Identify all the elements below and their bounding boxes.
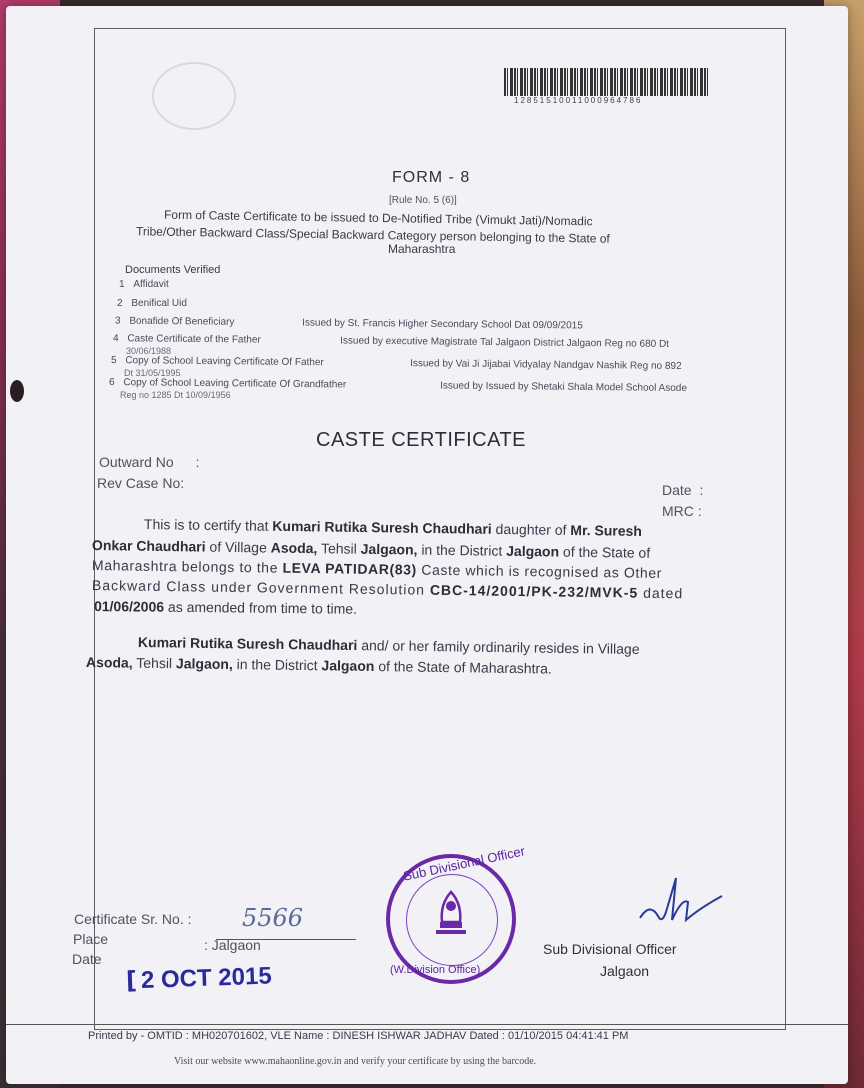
heading-line-2: Tribe/Other Backward Class/Special Backward Category person belonging to the State of: [135, 224, 610, 246]
doc-item-1: [119, 279, 169, 290]
place-value: : Jalgaon: [204, 937, 261, 953]
text: of Village: [209, 538, 267, 556]
resolution-date: 01/06/2006: [93, 598, 165, 615]
text: in the District: [236, 656, 318, 674]
doc-4-date: 30/06/1988: [126, 346, 172, 356]
rev-case-text: Rev Case No: [97, 475, 181, 491]
tehsil: Jalgaon,: [360, 540, 418, 558]
certificate-sr-value: 5566: [242, 904, 304, 932]
doc-issued: Issued by Vai Ji Jijabai Vidyalay Nandgav Nashik Reg no 892: [410, 358, 682, 372]
certificate-paper: [6, 6, 848, 1084]
doc-num: 1: [119, 279, 125, 290]
date-label-text: Date: [662, 482, 692, 498]
issue-date-stamp: [ 2 OCT 2015: [125, 962, 273, 995]
documents-verified-title: Documents Verified: [125, 264, 221, 276]
signatory-title: Sub Divisional Officer: [543, 941, 677, 957]
doc-num: 5: [110, 355, 117, 367]
colon: :: [180, 475, 185, 491]
applicant-name: Kumari Rutika Suresh Chaudhari: [137, 634, 358, 654]
colon: :: [195, 454, 200, 470]
colon: :: [699, 482, 704, 498]
rule-reference: [Rule No. 5 (6)]: [389, 195, 457, 206]
district: Jalgaon: [321, 657, 375, 675]
date-label: [662, 482, 703, 498]
barcode: [504, 68, 708, 96]
outward-no-label: [99, 454, 199, 470]
text: as amended from time to time.: [167, 598, 358, 617]
text: Caste which is recognised as Other: [421, 561, 663, 581]
punch-hole: [10, 380, 24, 402]
father-name: Onkar Chaudhari: [91, 537, 206, 555]
doc-num: 2: [117, 298, 123, 309]
text: dated: [643, 584, 684, 602]
text: Tehsil: [136, 654, 173, 672]
signatory-place: Jalgaon: [600, 963, 650, 979]
doc-name: Copy of School Leaving Certificate Of Father: [125, 355, 324, 369]
text: Maharashtra belongs to the: [91, 557, 279, 576]
doc-num: 6: [108, 376, 115, 389]
certificate-sr-label: [74, 911, 191, 927]
heading-line-3: Maharashtra: [388, 242, 456, 256]
national-emblem-icon: [430, 884, 472, 940]
doc-name: Copy of School Leaving Certificate Of Grandfather: [123, 377, 347, 391]
applicant-name: Kumari Rutika Suresh Chaudhari: [272, 517, 492, 537]
doc-6-reg: Reg no 1285 Dt 10/09/1956: [120, 390, 231, 400]
doc-5-date: Dt 31/05/1995: [124, 368, 181, 378]
certificate-title: CASTE CERTIFICATE: [316, 429, 527, 451]
doc-name: Benifical Uid: [131, 298, 187, 309]
mrc-label-text: MRC: [662, 503, 694, 519]
form-title: FORM - 8: [392, 169, 471, 186]
doc-num: 4: [112, 333, 119, 345]
doc-issued: Issued by Issued by Shetaki Shala Model School Asode: [440, 380, 687, 395]
doc-num: 3: [114, 315, 121, 327]
heading-line-1: Form of Caste Certificate to be issued to De-Notified Tribe (Vimukt Jati)/Nomadic: [163, 207, 593, 229]
doc-name: Caste Certificate of the Father: [127, 333, 261, 346]
mrc-label: [662, 503, 702, 519]
issue-date-text: 2 OCT 2015: [140, 962, 273, 995]
text: daughter of: [495, 520, 567, 538]
website-note: Visit our website www.mahaonline.gov.in and verify your certificate by using the barcode.: [174, 1056, 537, 1067]
stamp-top-text: Sub Divisional Officer: [401, 843, 527, 884]
footer-divider: [6, 1024, 848, 1025]
text: Backward Class under Government Resolution: [91, 577, 426, 598]
colon: :: [187, 911, 192, 927]
doc-issued: Issued by executive Magistrate Tal Jalgaon District Jalgaon Reg no 680 Dt: [340, 335, 670, 350]
place-label: Place: [73, 931, 109, 947]
doc-name: Bonafide Of Beneficiary: [129, 315, 235, 328]
father-name: Mr. Suresh: [570, 521, 643, 539]
sr-label-text: Certificate Sr. No.: [74, 911, 184, 927]
text: This is to certify that: [143, 516, 269, 534]
doc-name: Affidavit: [133, 279, 169, 290]
doc-item-2: [117, 298, 187, 309]
body-line-5: [94, 598, 357, 617]
text: of the State of Maharashtra.: [378, 658, 552, 677]
resolution-number: CBC-14/2001/PK-232/MVK-5: [429, 581, 639, 601]
faint-seal-icon: [152, 62, 236, 130]
outward-label-text: Outward No: [99, 454, 174, 470]
text: Tehsil: [320, 540, 357, 557]
text: of the State of: [562, 543, 651, 561]
village: Asoda,: [270, 539, 318, 557]
district: Jalgaon: [506, 542, 560, 560]
village: Asoda,: [85, 654, 133, 671]
tehsil: Jalgaon,: [175, 655, 233, 673]
text: in the District: [421, 541, 503, 559]
printed-by: Printed by - OMTID : MH020701602, VLE Name : DINESH ISHWAR JADHAV Dated : 01/10/2015 04:41:41 PM: [88, 1030, 629, 1042]
doc-issued: Issued by St. Francis Higher Secondary School Dat 09/09/2015: [302, 317, 583, 332]
footer-date-label: Date: [72, 951, 102, 967]
stamp-bottom-text: (W.Division Office): [390, 964, 481, 976]
caste: LEVA PATIDAR(83): [282, 559, 417, 578]
officer-signature: [636, 872, 726, 932]
rev-case-label: [97, 475, 184, 491]
barcode-number: 12851510011000964786: [514, 96, 643, 105]
text: and/ or her family ordinarily resides in Village: [361, 637, 640, 658]
colon: :: [697, 503, 702, 519]
